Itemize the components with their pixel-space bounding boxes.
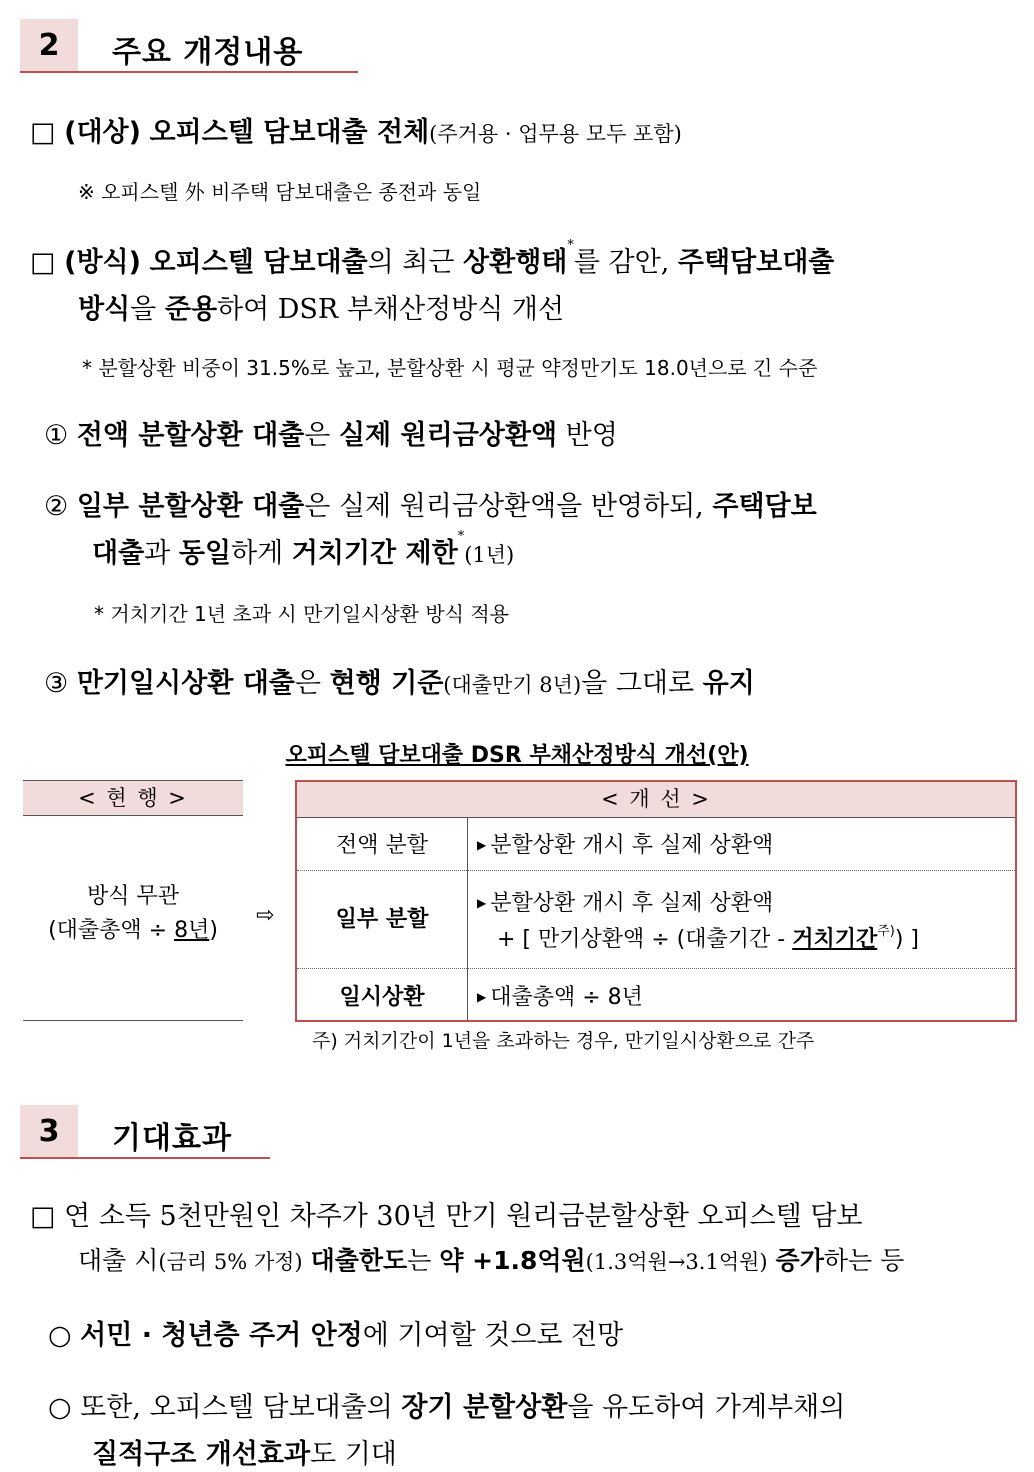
effect-text: 질적구조 개선효과 <box>92 1439 311 1470</box>
target-label: (대상) <box>64 117 141 148</box>
checkbox-icon: □ <box>30 117 56 148</box>
bullet-icon: ○ <box>48 1320 72 1351</box>
footnote-marker: * <box>567 238 574 253</box>
effect-text: 대출한도 <box>310 1246 408 1275</box>
footnote-marker: 주) <box>877 924 895 939</box>
divider <box>297 968 1015 969</box>
item-text: 은 <box>294 668 321 699</box>
effect-text: 도 기대 <box>310 1439 397 1470</box>
item-text: 일부 분할상환 대출 <box>76 491 305 522</box>
row-desc-2 <box>497 922 919 953</box>
desc-text: 거치기간 <box>792 927 878 952</box>
method-text: 를 감안, <box>573 247 670 278</box>
effect-bullet-2 <box>48 1385 845 1424</box>
method-note: * 분할상환 비중이 31.5%로 높고, 분할상환 시 평균 약정만기도 18.0년으로 긴 수준 <box>82 356 818 380</box>
item-text: 주택담보 <box>712 491 817 522</box>
effect-text: 을 유도하여 가계부채의 <box>567 1392 846 1423</box>
triangle-icon: ▶ <box>477 838 487 852</box>
checkbox-icon: □ <box>30 247 56 278</box>
current-header: < 현 행 > <box>23 780 243 816</box>
section-title: 주요 개정내용 <box>112 35 304 70</box>
item-2 <box>44 484 817 523</box>
item-text: 반영 <box>565 420 618 451</box>
item-text: 유지 <box>702 668 755 699</box>
desc-text: 대출총액 ÷ 8년 <box>490 985 643 1010</box>
improved-table <box>295 780 1017 1022</box>
section-header-3 <box>20 1105 272 1159</box>
checkbox-icon: □ <box>30 1201 56 1232</box>
item-text: 현행 기준 <box>329 668 444 699</box>
row-label: 일부 분할 <box>335 907 429 932</box>
method-text: 준용 <box>164 294 218 325</box>
effect-line-2 <box>78 1241 904 1277</box>
target-text: 오피스텔 담보대출 전체 <box>149 117 430 148</box>
section-number: 2 <box>20 19 78 73</box>
method-line-1 <box>30 240 834 279</box>
desc-text: ) ] <box>894 927 920 952</box>
item-text: 실제 원리금상환액 <box>338 420 558 451</box>
method-text: 방식 <box>78 294 131 325</box>
desc-text: 분할상환 개시 후 실제 상환액 <box>490 833 774 858</box>
effect-text: 또한, 오피스텔 담보대출의 <box>80 1392 393 1423</box>
row-label: 전액 분할 <box>335 833 428 858</box>
section-underline <box>20 71 358 73</box>
effect-text: 연 소득 5천만원인 차주가 30년 만기 원리금분할상환 오피스텔 담보 <box>64 1201 863 1232</box>
table-title: 오피스텔 담보대출 DSR 부채산정방식 개선(안) <box>285 743 749 768</box>
row-desc <box>477 886 773 917</box>
section-header-2 <box>20 19 360 73</box>
circled-number: ③ <box>44 668 69 699</box>
section-number: 3 <box>20 1105 78 1159</box>
item-text: 은 실제 원리금상환액을 반영하되, <box>304 491 704 522</box>
triangle-icon: ▶ <box>477 990 487 1004</box>
divider <box>467 818 468 1020</box>
row-label: 일시상환 <box>339 985 425 1010</box>
item-text: 하게 <box>231 538 284 569</box>
effect-text: 증가 <box>775 1246 824 1275</box>
item-2-line-2 <box>92 531 514 570</box>
row-desc <box>477 980 643 1011</box>
section-underline <box>20 1157 270 1159</box>
footnote-marker: * <box>457 529 465 544</box>
item-text: 동일 <box>178 538 232 569</box>
method-text: 주택담보대출 <box>677 247 835 278</box>
method-text: 상환행태 <box>463 247 568 278</box>
current-formula <box>23 914 243 948</box>
formula-part: (대출총액 ÷ <box>48 918 175 943</box>
effect-text: 하는 등 <box>823 1246 905 1275</box>
effect-text: 약 +1.8억원 <box>439 1246 586 1275</box>
method-label: (방식) <box>64 247 141 278</box>
bullet-icon: ○ <box>48 1392 72 1423</box>
effect-bullet-1 <box>48 1313 623 1352</box>
target-note: ※ 오피스텔 外 비주택 담보대출은 종전과 동일 <box>78 180 482 204</box>
divider <box>297 870 1015 871</box>
effect-text: 는 <box>407 1246 432 1275</box>
method-text: 하여 DSR 부채산정방식 개선 <box>217 294 565 325</box>
triangle-icon: ▶ <box>477 896 487 910</box>
current-body <box>23 880 243 948</box>
effect-text: (1.3억원→3.1억원) <box>585 1250 768 1274</box>
item-3 <box>44 661 755 700</box>
effect-text: 대출 시 <box>78 1246 159 1275</box>
desc-text: + [ 만기상환액 ÷ (대출기간 - <box>497 927 793 952</box>
arrow-right-icon: ⇨ <box>256 903 275 928</box>
method-line-2 <box>78 287 564 326</box>
new-header: < 개 선 > <box>297 782 1015 818</box>
formula-part: ) <box>209 918 218 943</box>
current-method: 방식 무관 <box>86 884 179 909</box>
method-text: 오피스텔 담보대출 <box>149 247 368 278</box>
circled-number: ① <box>44 420 69 451</box>
item-text: 만기일시상환 대출 <box>76 668 295 699</box>
table-footnote: 주) 거치기간이 1년을 초과하는 경우, 만기일시상환으로 간주 <box>312 1030 815 1052</box>
item-1 <box>44 413 618 452</box>
effect-text: (금리 5% 가정) <box>158 1250 303 1274</box>
target-paren: (주거용 · 업무용 모두 포함) <box>429 122 682 146</box>
item-text: 거치기간 제한 <box>291 538 458 569</box>
effect-text: 서민 · 청년층 주거 안정 <box>80 1320 363 1351</box>
formula-part: 8년 <box>174 918 210 943</box>
effect-bullet-2-line-2 <box>92 1432 397 1471</box>
item-text: 과 <box>144 538 171 569</box>
item-text: 은 <box>304 420 331 451</box>
item-text: 을 그대로 <box>581 668 695 699</box>
item-text: 대출 <box>92 538 145 569</box>
circled-number: ② <box>44 491 69 522</box>
effect-text: 에 기여할 것으로 전망 <box>362 1320 624 1351</box>
desc-text: 분할상환 개시 후 실제 상환액 <box>490 891 774 916</box>
divider <box>23 1020 243 1021</box>
item-text: (1년) <box>464 543 515 567</box>
section-title: 기대효과 <box>112 1121 232 1156</box>
effect-text: 장기 분할상환 <box>401 1392 568 1423</box>
item-text: (대출만기 8년) <box>443 673 582 697</box>
item-text: 전액 분할상환 대출 <box>76 420 305 451</box>
target-line <box>30 110 682 149</box>
effect-line-1 <box>30 1194 862 1233</box>
item-2-note: * 거치기간 1년 초과 시 만기일시상환 방식 적용 <box>94 602 509 626</box>
method-text: 을 <box>130 294 157 325</box>
method-text: 의 최근 <box>367 247 455 278</box>
row-desc <box>477 828 773 859</box>
